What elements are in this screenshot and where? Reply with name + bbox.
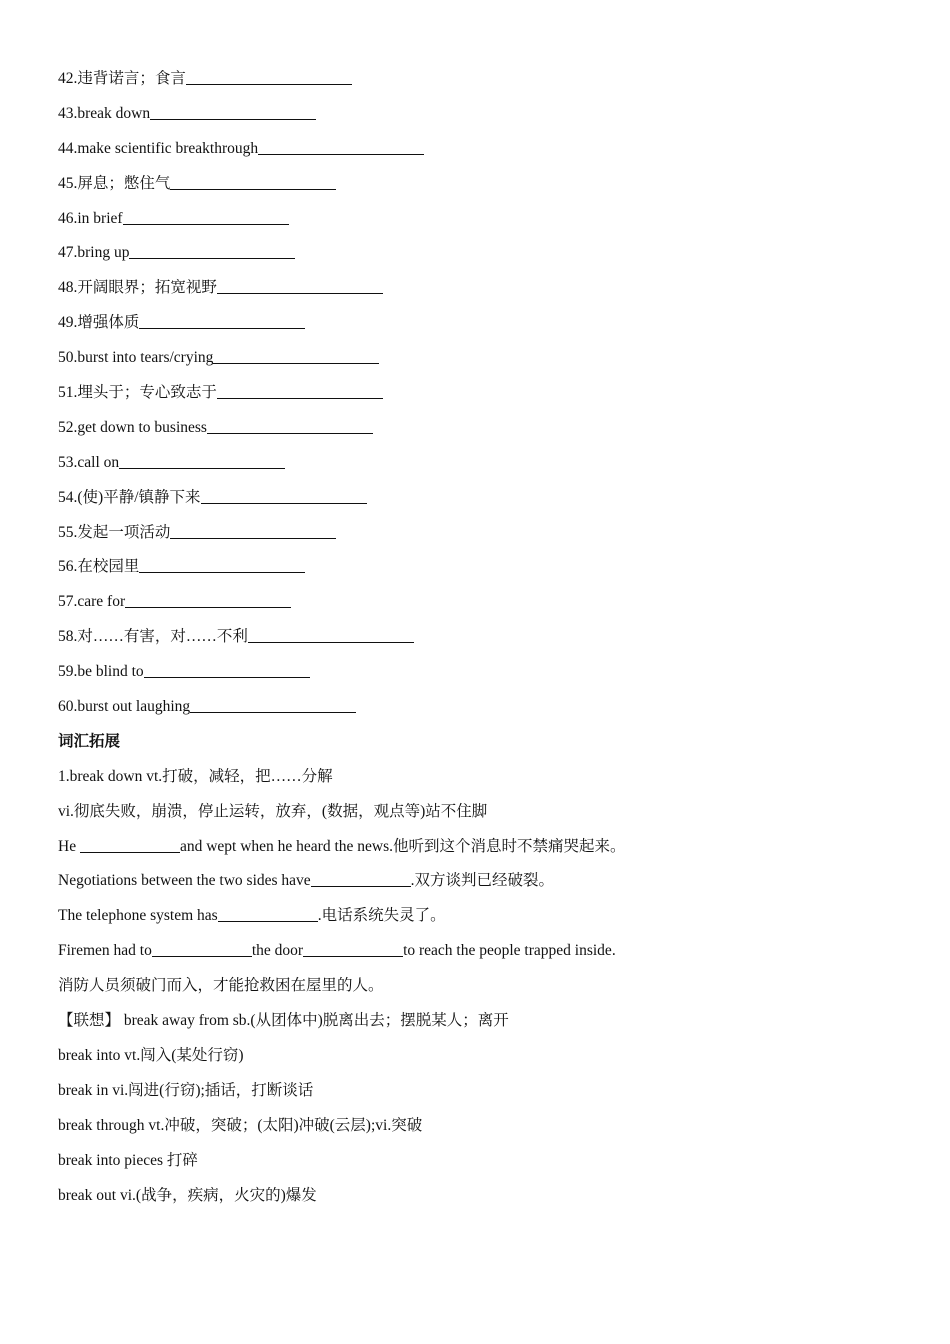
- example-2-end: .双方谈判已经破裂。: [410, 872, 555, 890]
- answer-blank[interactable]: [218, 920, 318, 922]
- vocab-item: [58, 62, 918, 97]
- vocab-item: [58, 97, 918, 132]
- vocab-item-label: 56.在校园里: [58, 558, 140, 576]
- vocab-item-label: 45.屏息；憋住气: [58, 174, 171, 192]
- vocab-item: [58, 516, 918, 551]
- vocab-item-label: 51.埋头于；专心致志于: [58, 384, 217, 402]
- vocab-item-label: 44.make scientific breakthrough: [58, 139, 259, 157]
- answer-blank[interactable]: [125, 606, 291, 608]
- answer-blank[interactable]: [311, 885, 411, 887]
- example-1-end: and wept when he heard the news.他听到这个消息时不禁痛哭起来。: [179, 837, 626, 855]
- section-heading: 词汇拓展: [58, 732, 121, 750]
- vocab-item-label: 49.增强体质: [58, 314, 140, 332]
- answer-blank[interactable]: [201, 502, 367, 504]
- example-3-start: The telephone system has: [58, 907, 218, 925]
- vocab-item-label: 53.call on: [58, 453, 120, 471]
- example-1: [58, 830, 918, 865]
- answer-blank[interactable]: [190, 711, 356, 713]
- example-1-start: He: [58, 837, 80, 855]
- answer-blank[interactable]: [80, 851, 180, 853]
- vocab-item: [58, 446, 918, 481]
- vocab-item-label: 60.burst out laughing: [58, 698, 191, 716]
- vocab-item: [58, 376, 918, 411]
- vocab-item: [58, 690, 918, 725]
- answer-blank[interactable]: [217, 397, 383, 399]
- related-phrase: break out vi.(战争，疾病，火灾的)爆发: [58, 1186, 317, 1204]
- example-4-middle: the door: [251, 942, 304, 960]
- vocab-item-label: 52.get down to business: [58, 418, 207, 436]
- answer-blank[interactable]: [258, 153, 424, 155]
- association-note: 【联想】 break away from sb.(从团体中)脱离出去；摆脱某人；离开: [58, 1012, 509, 1030]
- answer-blank[interactable]: [144, 676, 310, 678]
- example-4-translation: 消防人员须破门而入，才能抢救困在屋里的人。: [58, 977, 384, 995]
- related-phrase: break into pieces 打碎: [58, 1151, 198, 1169]
- document-page: [58, 62, 918, 1213]
- vocab-item-label: 46.in brief: [58, 209, 123, 227]
- example-3: [58, 899, 918, 934]
- vocab-item-label: 43.break down: [58, 104, 151, 122]
- vocab-item: [58, 236, 918, 271]
- vocab-item: [58, 655, 918, 690]
- example-4-start: Firemen had to: [58, 942, 152, 960]
- answer-blank[interactable]: [139, 571, 305, 573]
- answer-blank[interactable]: [303, 955, 403, 957]
- vocab-item-label: 42.违背诺言；食言: [58, 70, 186, 87]
- answer-blank[interactable]: [248, 641, 414, 643]
- vocab-item: [58, 167, 918, 202]
- answer-blank[interactable]: [170, 537, 336, 539]
- vocab-item: [58, 620, 918, 655]
- vocab-item-label: 59.be blind to: [58, 663, 144, 681]
- vocab-item: [58, 132, 918, 167]
- example-3-end: .电话系统失灵了。: [317, 907, 446, 925]
- related-phrases: [58, 1039, 918, 1213]
- vocab-item: [58, 271, 918, 306]
- vocab-item-label: 58.对……有害，对……不利: [58, 628, 248, 646]
- answer-blank[interactable]: [217, 292, 383, 294]
- vocab-item: [58, 341, 918, 376]
- vocab-item: [58, 411, 918, 446]
- answer-blank[interactable]: [170, 188, 336, 190]
- answer-blank[interactable]: [129, 257, 295, 259]
- answer-blank[interactable]: [207, 432, 373, 434]
- vocab-item-label: 54.(使)平静/镇静下来: [58, 488, 201, 506]
- example-4: [58, 934, 918, 969]
- example-2: [58, 864, 918, 899]
- entry-vi-meaning: vi.彻底失败，崩溃，停止运转，放弃，(数据，观点等)站不住脚: [58, 802, 488, 820]
- entry-title: 1.break down vt.打破，减轻，把……分解: [58, 767, 333, 785]
- related-phrase: break in vi.闯进(行窃);插话，打断谈话: [58, 1081, 314, 1099]
- vocab-item: [58, 306, 918, 341]
- vocab-item: [58, 202, 918, 237]
- vocab-item-label: 47.bring up: [58, 244, 130, 262]
- vocab-list: [58, 62, 918, 725]
- vocab-item-label: 50.burst into tears/crying: [58, 349, 214, 367]
- answer-blank[interactable]: [119, 467, 285, 469]
- answer-blank[interactable]: [139, 327, 305, 329]
- example-2-start: Negotiations between the two sides have: [58, 872, 311, 890]
- related-phrase: break through vt.冲破，突破；(太阳)冲破(云层);vi.突破: [58, 1116, 423, 1134]
- vocab-item: [58, 550, 918, 585]
- answer-blank[interactable]: [152, 955, 252, 957]
- answer-blank[interactable]: [213, 362, 379, 364]
- vocab-item-label: 48.开阔眼界；拓宽视野: [58, 279, 217, 297]
- answer-blank[interactable]: [123, 223, 289, 225]
- vocab-item: [58, 481, 918, 516]
- example-4-end: to reach the people trapped inside.: [403, 942, 616, 960]
- vocab-item-label: 57.care for: [58, 593, 126, 611]
- answer-blank[interactable]: [186, 83, 352, 85]
- vocab-item-label: 55.发起一项活动: [58, 523, 171, 541]
- related-phrase: break into vt.闯入(某处行窃): [58, 1046, 244, 1064]
- answer-blank[interactable]: [150, 118, 316, 120]
- vocab-item: [58, 585, 918, 620]
